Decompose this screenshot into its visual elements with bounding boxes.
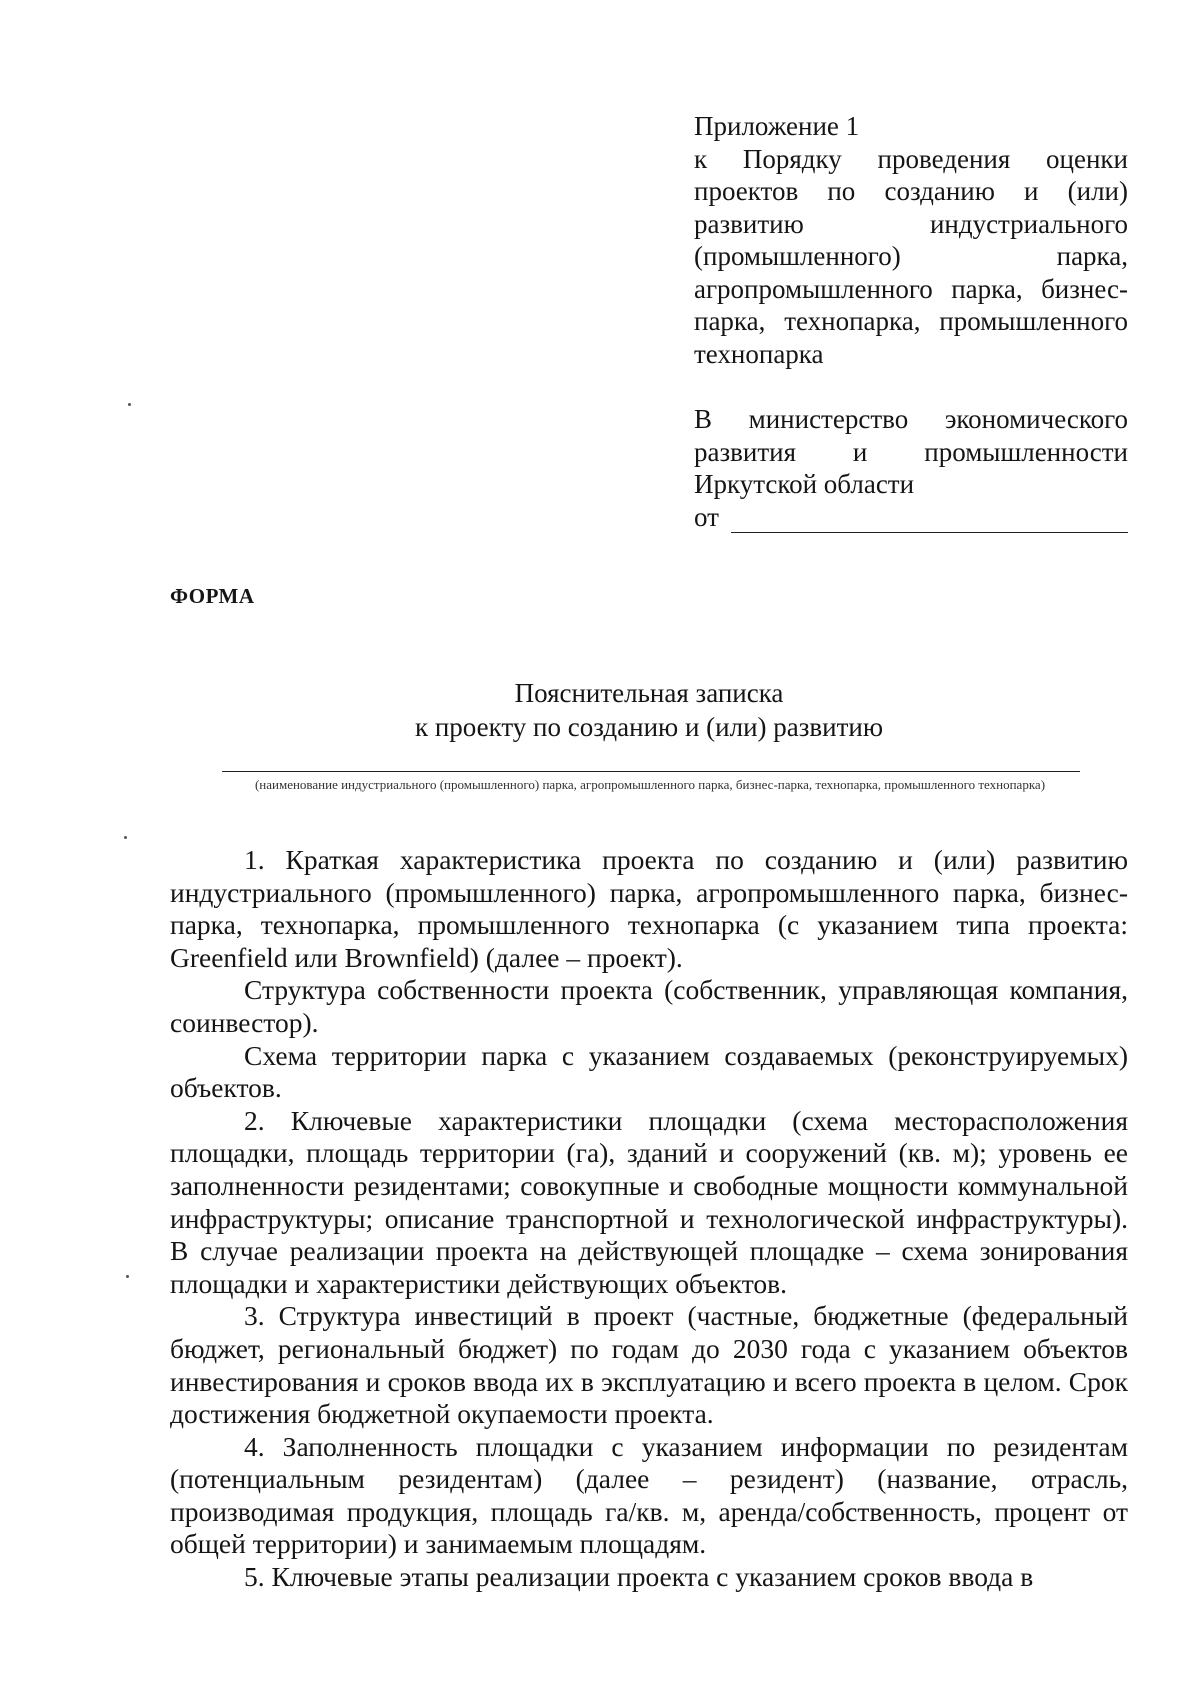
park-name-caption: (наименование индустриального (промышленного) парка, агропромышленного парка, бизнес-парка, технопарка, промышленного технопарка) bbox=[254, 777, 1046, 792]
paragraph-1: 1. Краткая характеристика проекта по созданию и (или) развитию индустриального (промышленного) парка, агропромышленного парка, бизнес-парка, технопарка, промышленного технопарка (с указанием типа проекта: Greenfield или Brownfield) (далее – проект). bbox=[170, 844, 1128, 973]
addressee: В министерство экономического развития и промышленности Иркутской области bbox=[694, 404, 1128, 499]
paragraph-2: 2. Ключевые характеристики площадки (схема месторасположения площадки, площадь территории (га), зданий и сооружений (кв. м); уровень ее заполненности резидентами; совокупные и свободные мощности коммунальной инфраструктуры; описание транспортной и технологической инфраструктуры). В случае реализации проекта на действующей площадке – схема зонирования площадки и характеристики действующих объектов. bbox=[170, 1104, 1128, 1299]
park-name-blank-line bbox=[222, 771, 1080, 772]
form-label: ФОРМА bbox=[170, 584, 255, 608]
scan-speck bbox=[126, 1275, 129, 1278]
appendix-text: к Порядку проведения оценки проектов по созданию и (или) развитию индустриального (промышленного) парка, агропромышленного парка, бизнес-парка, технопарка, промышленного технопарка bbox=[694, 143, 1128, 369]
paragraph-scheme: Схема территории парка с указанием создаваемых (реконструируемых) объектов. bbox=[170, 1039, 1128, 1104]
from-line bbox=[694, 501, 1128, 534]
document-body bbox=[170, 844, 1128, 1594]
paragraph-5: 5. Ключевые этапы реализации проекта с указанием сроков ввода в bbox=[244, 1561, 1034, 1593]
appendix-block bbox=[694, 110, 1128, 533]
appendix-title: Приложение 1 bbox=[694, 111, 860, 141]
document-title: Пояснительная записка bbox=[514, 678, 784, 708]
from-blank-line bbox=[731, 508, 1128, 533]
from-label: от bbox=[694, 501, 719, 532]
paragraph-4: 4. Заполненность площадки с указанием информации по резидентам (потенциальным резидентам) (далее – резидент) (название, отрасль, производимая продукция, площадь га/кв. м, аренда/собственность, процент от общей территории) и занимаемым площадям. bbox=[170, 1430, 1128, 1560]
paragraph-ownership: Структура собственности проекта (собственник, управляющая компания, соинвестор). bbox=[170, 974, 1128, 1038]
paragraph-3: 3. Структура инвестиций в проект (частные, бюджетные (федеральный бюджет, региональный бюджет) по годам до 2030 года с указанием объектов инвестирования и сроков ввода их в эксплуатацию и всего проекта в целом. Срок достижения бюджетной окупаемости проекта. bbox=[170, 1300, 1128, 1430]
scan-speck bbox=[128, 403, 131, 406]
scan-speck bbox=[124, 836, 127, 839]
document-subtitle: к проекту по созданию и (или) развитию bbox=[414, 712, 884, 742]
